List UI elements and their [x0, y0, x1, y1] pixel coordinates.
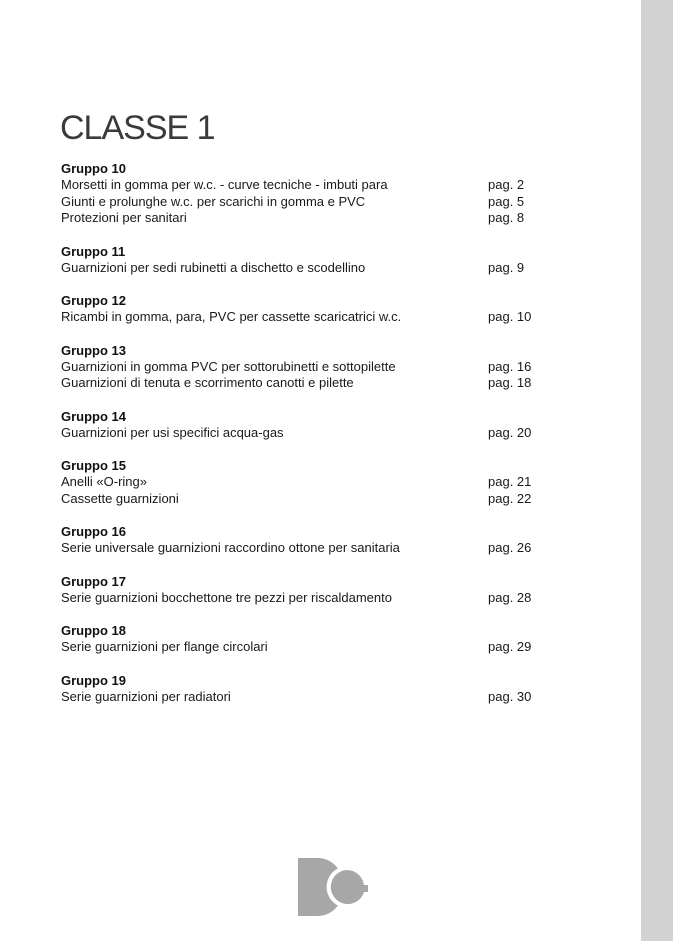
entry-page-number: pag. 22	[488, 490, 532, 506]
dg-logo-icon-svg	[298, 858, 370, 916]
toc-entry	[61, 590, 541, 607]
entry-page-number: pag. 28	[488, 589, 532, 605]
entry-page-number: pag. 9	[488, 259, 525, 275]
dg-logo-icon	[298, 858, 370, 916]
group-title: Gruppo 12	[61, 293, 127, 308]
page-title: CLASSE 1	[60, 109, 215, 147]
toc-entry	[61, 260, 541, 277]
toc-entry	[61, 425, 541, 442]
toc-group	[61, 458, 541, 507]
toc-entry	[61, 309, 541, 326]
entry-page-number: pag. 2	[488, 177, 525, 192]
toc-group	[61, 673, 541, 706]
entry-page-number: pag. 26	[488, 540, 532, 555]
toc-entry	[61, 359, 541, 376]
entry-page-number: pag. 8	[488, 210, 525, 225]
entry-page-number: pag. 29	[488, 639, 532, 654]
entry-text: Serie universale guarnizioni raccordino ottone per sanitaria	[61, 540, 400, 555]
toc-group	[61, 409, 541, 442]
group-title: Gruppo 11	[61, 243, 126, 259]
group-title: Gruppo 13	[61, 342, 127, 358]
toc-entry	[61, 491, 541, 508]
toc-entry	[61, 194, 541, 211]
toc-group	[61, 343, 541, 392]
entry-text: Guarnizioni di tenuta e scorrimento canotti e pilette	[61, 375, 354, 390]
entry-text: Guarnizioni per usi specifici acqua-gas	[61, 424, 284, 440]
side-band	[641, 0, 673, 941]
toc-entry	[61, 177, 541, 194]
entry-text: Ricambi in gomma, para, PVC per cassette scaricatrici w.c.	[61, 309, 402, 324]
entry-text: Cassette guarnizioni	[61, 490, 179, 506]
entry-page-number: pag. 16	[488, 358, 532, 374]
group-title: Gruppo 14	[61, 408, 127, 424]
entry-text: Anelli «O-ring»	[61, 474, 147, 489]
toc-group	[61, 623, 541, 656]
toc-group	[61, 161, 541, 227]
entry-text: Morsetti in gomma per w.c. - curve tecniche - imbuti para	[61, 177, 388, 192]
entry-page-number: pag. 5	[488, 193, 525, 209]
toc-entry	[61, 210, 541, 227]
group-title: Gruppo 16	[61, 524, 127, 539]
entry-page-number: pag. 20	[488, 424, 532, 440]
group-title: Gruppo 17	[61, 573, 127, 589]
toc-entry	[61, 474, 541, 491]
entry-text: Serie guarnizioni bocchettone tre pezzi per riscaldamento	[61, 589, 392, 605]
toc-entry	[61, 540, 541, 557]
entry-page-number: pag. 21	[488, 474, 532, 489]
toc-group	[61, 244, 541, 277]
toc-group	[61, 293, 541, 326]
group-title: Gruppo 18	[61, 623, 127, 638]
toc-entry	[61, 639, 541, 656]
group-title: Gruppo 19	[61, 672, 127, 688]
group-title: Gruppo 10	[61, 161, 127, 176]
entry-page-number: pag. 30	[488, 688, 532, 704]
entry-text: Giunti e prolunghe w.c. per scarichi in gomma e PVC	[61, 193, 366, 209]
entry-text: Serie guarnizioni per radiatori	[61, 688, 231, 704]
entry-text: Protezioni per sanitari	[61, 210, 187, 225]
table-of-contents	[61, 161, 541, 722]
entry-text: Guarnizioni per sedi rubinetti a dischetto e scodellino	[61, 259, 366, 275]
entry-text: Serie guarnizioni per flange circolari	[61, 639, 268, 654]
toc-group	[61, 574, 541, 607]
entry-page-number: pag. 10	[488, 309, 532, 324]
toc-entry	[61, 375, 541, 392]
toc-group	[61, 524, 541, 557]
group-title: Gruppo 15	[61, 458, 127, 473]
entry-page-number: pag. 18	[488, 375, 532, 390]
toc-entry	[61, 689, 541, 706]
entry-text: Guarnizioni in gomma PVC per sottorubinetti e sottopilette	[61, 358, 396, 374]
